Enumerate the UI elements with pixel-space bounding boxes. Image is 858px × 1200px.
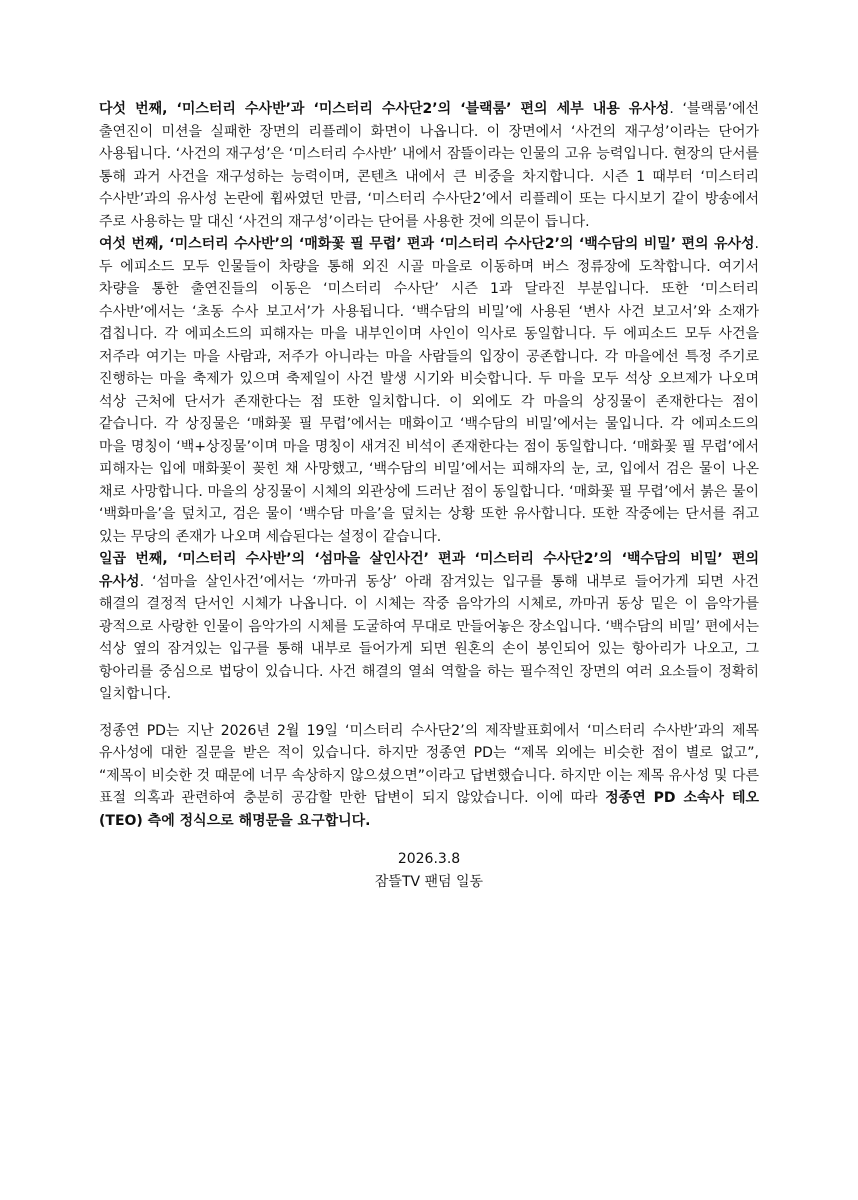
paragraph-text: . ‘블랙룸’에선 출연진이 미션을 실패한 장면의 리플레이 화면이 나옵니다. 이 장면에서 ‘사건의 재구성’이라는 단어가 사용됩니다. ‘사건의 재구성’은 ‘미스터리 수사반’ 내에서 잠뜰이라는 인물의 고유 능력입니다. 현장의 단서를 통해 과거 사건을 재구성하는 능력이며, 콘텐츠 내에서 큰 비중을 차지합니다. 시즌 1 때부터 ‘미스터리 수사반’과의 유사성 논란에 휩싸였던 만큼, ‘미스터리 수사단2’에서 리플레이 또는 다시보기 같이 방송에서 주로 사용하는 말 대신 ‘사건의 재구성’이라는 단어를 사용한 것에 의문이 듭니다. xyxy=(99,101,760,230)
paragraph-text: . 두 에피소드 모두 인물들이 차량을 통해 외진 시골 마을로 이동하며 버스 정류장에 도착합니다. 여기서 차량을 통한 출연진들의 이동은 ‘미스터리 수사단’ 시즌 1과 달라진 부분입니다. 또한 ‘미스터리 수사반’에서는 ‘초동 수사 보고서’가 사용됩니다. ‘백수담의 비밀’에 사용된 ‘변사 사건 보고서’와 소재가 겹칩니다. 각 에피소드의 피해자는 마을 내부인이며 사인이 익사로 동일합니다. 두 에피소드 모두 사건을 저주라 여기는 마을 사람과, 저주가 아니라는 마을 사람들의 입장이 공존합니다. 각 마을에선 특정 주기로 진행하는 마을 축제가 있으며 축제일이 사건 발생 시기와 비슷합니다. 두 마을 모두 석상 오브제가 나오며 석상 근처에 단서가 존재한다는 점 또한 일치합니다. 이 외에도 각 마을의 상징물이 존재한다는 점이 같습니다. 각 상징물은 ‘매화꽃 필 무렵’에서는 매화이고 ‘백수담의 비밀’에서는 물입니다. 각 에피소드의 마을 명칭이 ‘백+상징물’이며 마을 명칭이 새겨진 비석이 존재한다는 점이 동일합니다. ‘매화꽃 필 무렵’에서 피해자는 입에 매화꽃이 꽂힌 채 사망했고, ‘백수담의 비밀’에서는 피해자의 눈, 코, 입에서 검은 물이 나온 채로 사망합니다. 마을의 상징물이 시체의 외관상에 드러난 점이 동일합니다. ‘매화꽃 필 무렵’에서 붉은 물이 ‘백화마을’을 덮치고, 검은 물이 ‘백수담 마을’을 덮치는 상황 또한 유사합니다. 또한 작중에는 단서를 쥐고 있는 무당의 존재가 나오며 세습된다는 설정이 같습니다. xyxy=(99,236,759,545)
paragraph-fifth-similarity xyxy=(99,98,759,233)
document-body xyxy=(99,98,759,832)
paragraph-heading: 다섯 번째, ‘미스터리 수사반’과 ‘미스터리 수사단2’의 ‘블랙룸’ 편의 세부 내용 유사성 xyxy=(99,101,670,117)
paragraph-gap xyxy=(99,706,759,720)
paragraph-demand: 정종연 PD 소속사 테오(TEO) 측에 정식으로 해명문을 요구합니다. xyxy=(99,790,759,829)
paragraph-heading: 여섯 번째, ‘미스터리 수사반’의 ‘매화꽃 필 무렵’ 편과 ‘미스터리 수사단2’의 ‘백수담의 비밀’ 편의 유사성 xyxy=(99,236,755,252)
paragraph-sixth-similarity xyxy=(99,233,759,548)
signature-date: 2026.3.8 xyxy=(397,851,461,867)
paragraph-seventh-similarity xyxy=(99,548,759,706)
paragraph-heading: 일곱 번째, ‘미스터리 수사반’의 ‘섬마을 살인사건’ 편과 ‘미스터리 수사단2’의 ‘백수담의 비밀’ 편의 유사성 xyxy=(99,551,759,590)
paragraph-text: . ‘섬마을 살인사건’에서는 ‘까마귀 동상’ 아래 잠겨있는 입구를 통해 내부로 들어가게 되면 사건 해결의 결정적 단서인 시체가 나옵니다. 이 시체는 작중 음악가의 시체로, 까마귀 동상 밑은 이 음악가를 광적으로 사랑한 인물이 음악가의 시체를 도굴하여 무대로 만들어놓은 장소입니다. ‘백수담의 비밀’ 편에서는 석상 옆의 잠겨있는 입구를 통해 내부로 들어가게 되면 원혼의 손이 봉인되어 있는 항아리가 나오고, 그 항아리를 중심으로 법당이 있습니다. 사건 해결의 열쇠 역할을 하는 필수적인 장면의 여러 요소들이 정확히 일치합니다. xyxy=(99,573,759,702)
paragraph-pd-response xyxy=(99,720,759,833)
paragraph-text: 정종연 PD는 지난 2026년 2월 19일 ‘미스터리 수사단2’의 제작발표회에서 ‘미스터리 수사반’과의 제목 유사성에 대한 질문을 받은 적이 있습니다. 하지만 정종연 PD는 “제목 외에는 비슷한 점이 별로 없고”, “제목이 비슷한 것 때문에 너무 속상하지 않으셨으면”이라고 답변했습니다. 하지만 이는 제목 유사성 및 다른 표절 의혹과 관련하여 충분히 공감할 만한 답변이 되지 않았습니다. 이에 따라 xyxy=(99,722,759,806)
signature-block xyxy=(0,848,858,894)
signature-author: 잠뜰TV 팬덤 일동 xyxy=(374,874,484,890)
